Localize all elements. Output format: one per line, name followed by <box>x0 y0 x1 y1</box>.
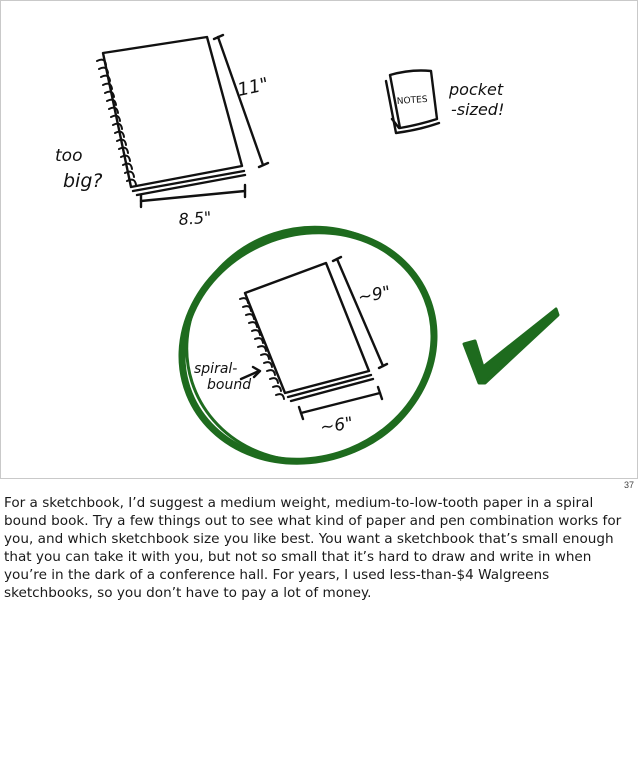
pocket-sized-label-line1: pocket <box>449 80 504 99</box>
medium-notebook-icon <box>240 263 373 401</box>
medium-width-label: ~6" <box>318 413 355 438</box>
large-width-label: 8.5" <box>177 207 213 229</box>
spiral-bound-label-line2: bound <box>207 377 252 393</box>
large-height-label: 11" <box>235 73 271 101</box>
notes-cover-label: NOTES <box>396 94 428 107</box>
too-big-label-line1: too <box>55 146 83 166</box>
medium-height-label: ~9" <box>356 282 393 308</box>
page-number: 37 <box>623 480 634 490</box>
too-big-label-line2: big? <box>63 170 103 192</box>
approval-circle-icon <box>147 193 469 478</box>
speaker-notes-text: For a sketchbook, I’d suggest a medium weight, medium-to-low-tooth paper in a spiral bound book. Try a few things out to see what kind of paper and pen combination works for you, and which sketchbook size you like best. You want a sketchbook that’s small enough that you can take it with you, but not so small that it’s hard to draw and write in when you’re in the dark of a conference hall. For years, I used less-than-$4 Walgreens sketchbooks, so you don’t have to pay a lot of money. <box>4 495 622 601</box>
checkmark-icon <box>464 309 558 383</box>
large-notebook-icon <box>97 37 245 195</box>
spiral-bound-label-line1: spiral- <box>194 361 238 377</box>
sketch-illustration <box>1 1 637 478</box>
pocket-sized-label-line2: -sized! <box>451 100 505 119</box>
